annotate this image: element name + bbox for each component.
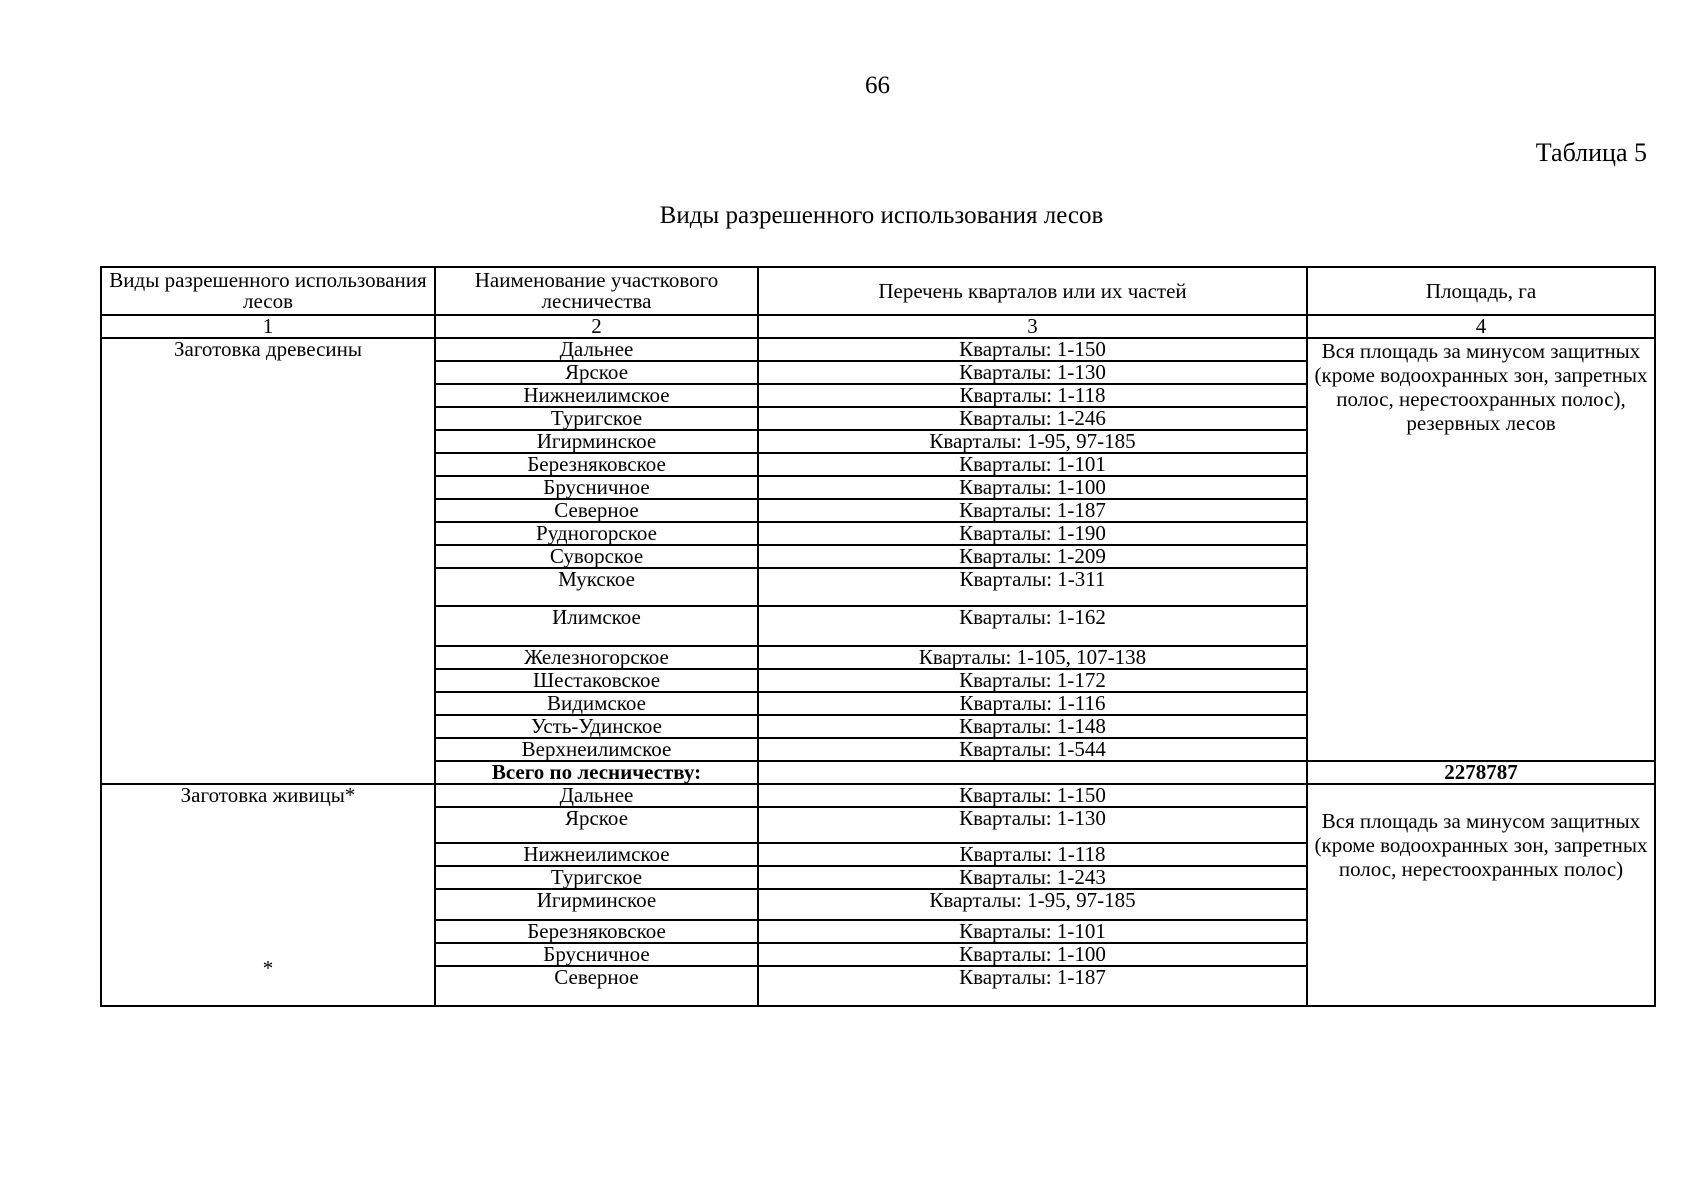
quarters-list: Кварталы: 1-162 <box>758 606 1307 646</box>
header-use-type: Виды разрешенного использования лесов <box>101 267 435 315</box>
column-number: 4 <box>1307 315 1655 338</box>
forestry-name: Илимское <box>435 606 758 646</box>
total-empty-cell <box>758 761 1307 784</box>
area-note-resin: Вся площадь за минусом защитных (кроме водоохранных зон, запретных полос, нерестоохранных полос) <box>1307 784 1655 1006</box>
table-label: Таблица 5 <box>1535 138 1647 167</box>
forestry-name: Игирминское <box>435 430 758 453</box>
use-type-resin-label: Заготовка живицы* <box>180 783 356 807</box>
forestry-name: Дальнее <box>435 338 758 361</box>
forestry-name: Ярское <box>435 807 758 843</box>
forestry-name: Березняковское <box>435 920 758 943</box>
column-number: 2 <box>435 315 758 338</box>
forest-use-table <box>100 266 1656 1007</box>
forestry-name: Игирминское <box>435 889 758 920</box>
quarters-list: Кварталы: 1-544 <box>758 738 1307 761</box>
forestry-name: Брусничное <box>435 943 758 966</box>
quarters-list: Кварталы: 1-150 <box>758 784 1307 807</box>
total-label: Всего по лесничеству: <box>435 761 758 784</box>
quarters-list: Кварталы: 1-118 <box>758 384 1307 407</box>
forestry-name: Видимское <box>435 692 758 715</box>
page-number: 66 <box>865 72 890 99</box>
table-row <box>101 338 1655 361</box>
quarters-list: Кварталы: 1-100 <box>758 943 1307 966</box>
quarters-list: Кварталы: 1-130 <box>758 361 1307 384</box>
quarters-list: Кварталы: 1-311 <box>758 568 1307 606</box>
quarters-list: Кварталы: 1-148 <box>758 715 1307 738</box>
forestry-name: Дальнее <box>435 784 758 807</box>
quarters-list: Кварталы: 1-116 <box>758 692 1307 715</box>
forestry-name: Северное <box>435 499 758 522</box>
column-number-row <box>101 315 1655 338</box>
forestry-name: Березняковское <box>435 453 758 476</box>
quarters-list: Кварталы: 1-190 <box>758 522 1307 545</box>
header-row <box>101 267 1655 315</box>
footnote-star: * <box>262 956 274 980</box>
header-quarters: Перечень кварталов или их частей <box>758 267 1307 315</box>
forestry-name: Туригское <box>435 866 758 889</box>
area-note-timber: Вся площадь за минусом защитных (кроме водоохранных зон, запретных полос, нерестоохранных полос), резервных лесов <box>1307 338 1655 761</box>
header-forestry: Наименование участкового лесничества <box>435 267 758 315</box>
forestry-name: Ярское <box>435 361 758 384</box>
table-row <box>101 784 1655 807</box>
quarters-list: Кварталы: 1-118 <box>758 843 1307 866</box>
forestry-name: Нижнеилимское <box>435 384 758 407</box>
forestry-name: Нижнеилимское <box>435 843 758 866</box>
quarters-list: Кварталы: 1-101 <box>758 920 1307 943</box>
quarters-list: Кварталы: 1-105, 107-138 <box>758 646 1307 669</box>
forestry-name: Рудногорское <box>435 522 758 545</box>
total-value: 2278787 <box>1307 761 1655 784</box>
forestry-name: Мукское <box>435 568 758 606</box>
quarters-list: Кварталы: 1-243 <box>758 866 1307 889</box>
quarters-list: Кварталы: 1-95, 97-185 <box>758 889 1307 920</box>
quarters-list: Кварталы: 1-209 <box>758 545 1307 568</box>
quarters-list: Кварталы: 1-187 <box>758 966 1307 1006</box>
forestry-name: Туригское <box>435 407 758 430</box>
table-title: Виды разрешенного использования лесов <box>659 202 1104 229</box>
quarters-list: Кварталы: 1-95, 97-185 <box>758 430 1307 453</box>
forestry-name: Брусничное <box>435 476 758 499</box>
forestry-name: Северное <box>435 966 758 1006</box>
quarters-list: Кварталы: 1-100 <box>758 476 1307 499</box>
quarters-list: Кварталы: 1-172 <box>758 669 1307 692</box>
forestry-name: Шестаковское <box>435 669 758 692</box>
quarters-list: Кварталы: 1-101 <box>758 453 1307 476</box>
forestry-name: Суворское <box>435 545 758 568</box>
quarters-list: Кварталы: 1-187 <box>758 499 1307 522</box>
forestry-name: Верхнеилимское <box>435 738 758 761</box>
column-number: 1 <box>101 315 435 338</box>
quarters-list: Кварталы: 1-246 <box>758 407 1307 430</box>
use-type-resin <box>101 784 435 1006</box>
column-number: 3 <box>758 315 1307 338</box>
quarters-list: Кварталы: 1-150 <box>758 338 1307 361</box>
forestry-name: Усть-Удинское <box>435 715 758 738</box>
use-type-timber: Заготовка древесины <box>101 338 435 784</box>
header-area: Площадь, га <box>1307 267 1655 315</box>
forestry-name: Железногорское <box>435 646 758 669</box>
quarters-list: Кварталы: 1-130 <box>758 807 1307 843</box>
